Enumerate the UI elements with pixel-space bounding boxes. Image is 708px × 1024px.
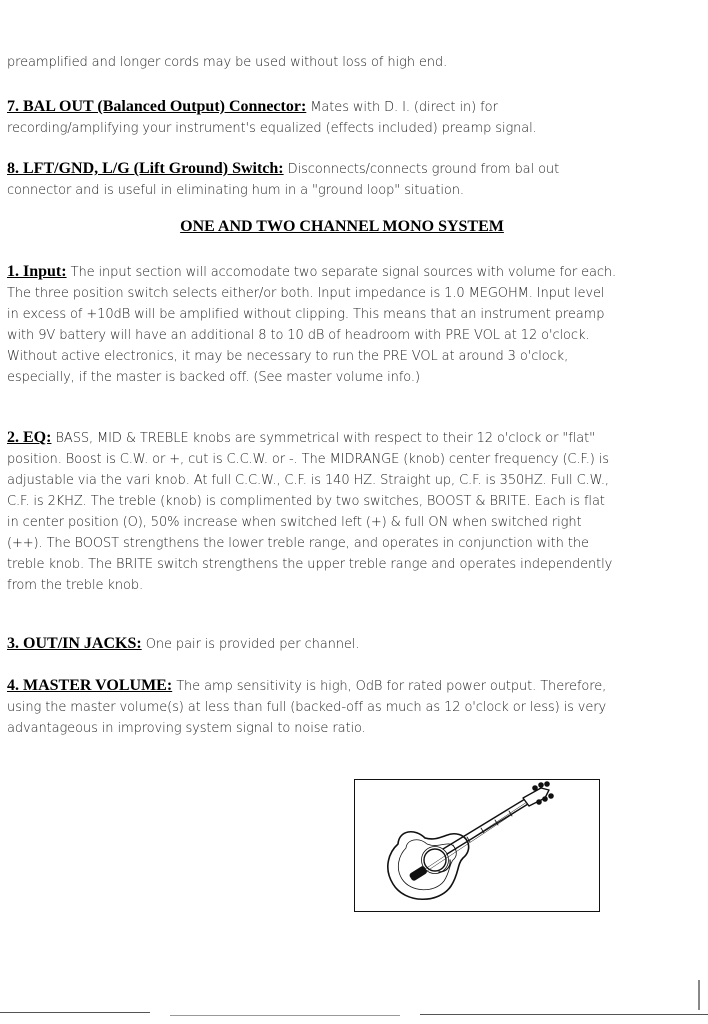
bal-out-paragraph (7, 96, 619, 139)
eq-body: BASS, MID & TREBLE knobs are symmetrical with respect to their 12 o'clock or "flat" position. Boost is C.W. or +, cut is C.C.W. or -. The MIDRANGE (knob) center frequency (C.F.) is adjustable via the vari knob. At full C.C.W., C.F. is 140 HZ. Straight up, C.F. is 350HZ. Full C.W., C.F. is 2KHZ. The treble (knob) is complimented by two switches, BOOST & BRITE. Each is flat in center position (O), 50% increase when switched left (+) & full ON when switched right (++). The BOOST strengthens the lower treble range, and operates in conjunction with the treble knob. The BRITE switch strengthens the upper treble range and operates independently from the treble knob. (7, 431, 613, 593)
lft-gnd-heading: 8. LFT/GND, L/G (Lift Ground) Switch: (7, 160, 284, 177)
master-volume-body: The amp sensitivity is high, OdB for rated power output. Therefore, using the master volume(s) at less than full (backed-off as much as 12 o'clock or less) is very advantageous in improving system signal to noise ratio. (7, 679, 607, 736)
intro-text: preamplified and longer cords may be used without loss of high end. (7, 55, 448, 70)
master-volume-heading: 4. MASTER VOLUME: (7, 677, 173, 694)
illustration-frame (354, 779, 600, 912)
footer-rule-right (420, 1014, 708, 1015)
input-heading: 1. Input: (7, 263, 67, 280)
master-volume-paragraph (7, 675, 619, 739)
footer-rule-middle (170, 1015, 400, 1016)
acoustic-guitar-icon (355, 780, 599, 911)
out-in-body: One pair is provided per channel. (141, 637, 360, 652)
scan-margin-mark (698, 980, 700, 1010)
bal-out-heading: 7. BAL OUT (Balanced Output) Connector: (7, 98, 307, 115)
eq-paragraph (7, 427, 619, 596)
input-paragraph (7, 261, 619, 388)
lft-gnd-body: Disconnects/connects ground from bal out connector and is useful in eliminating hum in a "ground loop" situation. (7, 162, 560, 198)
footer-rule-left (0, 1012, 150, 1013)
out-in-heading: 3. OUT/IN JACKS: (7, 635, 142, 652)
lft-gnd-paragraph (7, 158, 619, 201)
input-body: The input section will accomodate two separate signal sources with volume for each. The three position switch selects either/or both. Input impedance is 1.0 MEGOHM. Input level in excess of +10dB will be amplified without clipping. This means that an instrument preamp with 9V battery will have an additional 8 to 10 dB of headroom with PRE VOL at 12 o'clock. Without active electronics, it may be necessary to run the PRE VOL at around 3 o'clock, especially, if the master is backed off. (See master volume info.) (7, 265, 617, 385)
out-in-paragraph (7, 633, 619, 655)
intro-paragraph (7, 52, 619, 73)
eq-heading: 2. EQ: (7, 429, 52, 446)
bal-out-body: Mates with D. I. (direct in) for recording/amplifying your instrument's equalized (effects included) preamp signal. (7, 100, 537, 136)
section-title: ONE AND TWO CHANNEL MONO SYSTEM (180, 218, 504, 235)
